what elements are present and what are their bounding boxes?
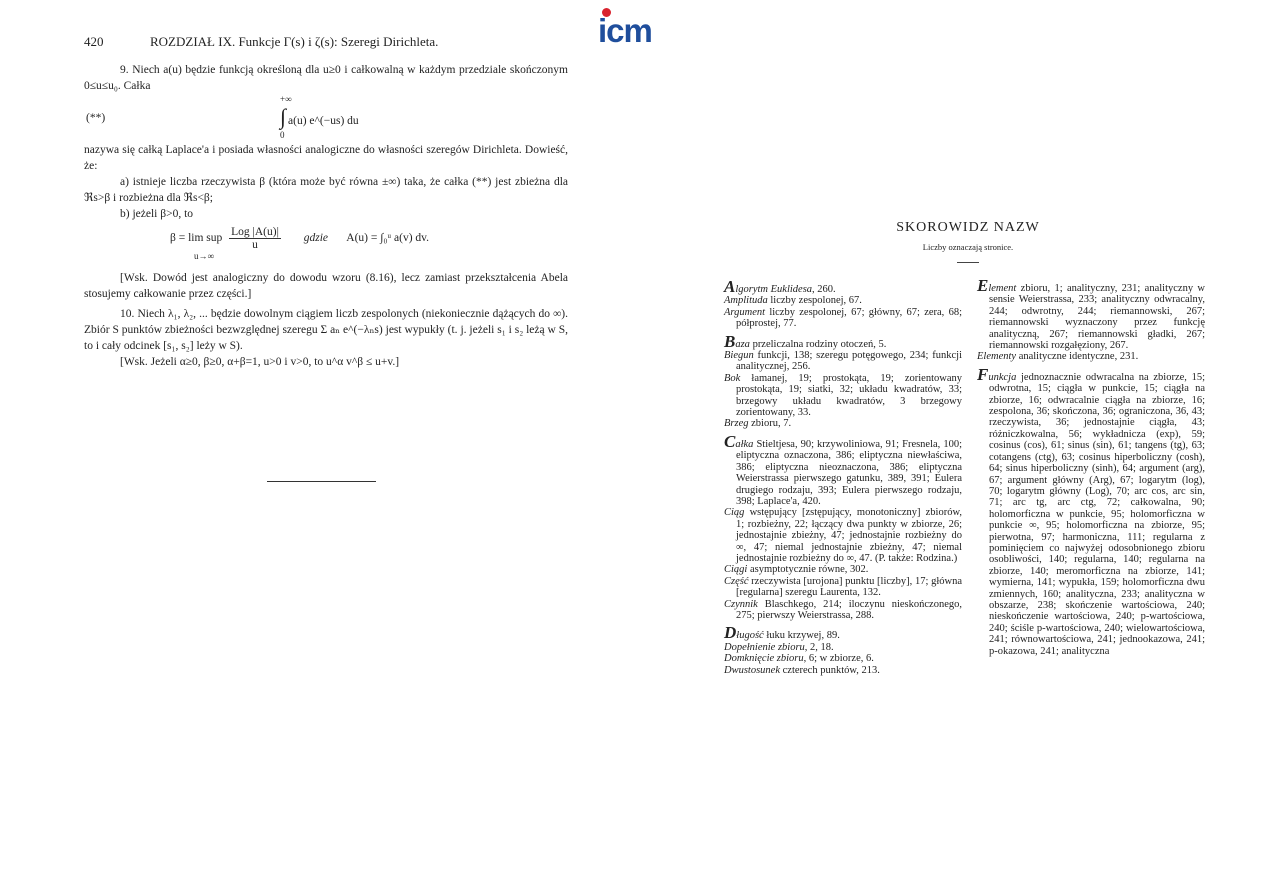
running-header — [84, 34, 568, 50]
index-initial-letter: A — [724, 277, 736, 296]
left-page — [84, 34, 568, 370]
index-entry — [977, 364, 1205, 657]
index-entry — [724, 295, 962, 306]
index-entry — [724, 373, 962, 419]
chapter-title: ROZDZIAŁ IX. Funkcje Γ(s) i ζ(s): Szeregi Dirichleta. — [150, 34, 439, 49]
index-headword: Ciąg — [724, 507, 745, 519]
exercise-10: 10. Niech λ₁, λ₂, ... będzie dowolnym ciągiem liczb zespolonych (niekoniecznie dążących do ∞). Zbiór S punktów zbieżności bezwzględnej szeregu Σ aₙ e^(−λₙs) jest wypukły (t. j. jeżeli s₁ i s₂ leżą w S, to i cały odcinek [s₁, s₂] leży w S). — [84, 308, 568, 352]
index-title-block — [878, 220, 1058, 263]
index-entry-text: liczby zespolonej, 67; główny, 67; zera, 68; półprostej, 77. — [736, 306, 962, 330]
lower-limit: 0 — [280, 130, 285, 140]
index-entry-text: liczby zespolonej, 67. — [767, 295, 862, 307]
index-headword: Bok — [724, 372, 741, 384]
index-initial-letter: B — [724, 331, 736, 351]
index-title: SKOROWIDZ NAZW — [896, 220, 1040, 235]
index-entry — [724, 277, 962, 296]
index-initial-letter: D — [724, 623, 737, 643]
beta-lhs: β = lim sup — [170, 232, 223, 245]
index-entry — [977, 351, 1205, 362]
index-column-2 — [977, 276, 1205, 657]
beta-denominator: u — [252, 239, 258, 251]
index-entry-text: łamanej, 19; prostokąta, 19; zorientowany prostokąta, 19; siatki, 32; układu kwadratów, 33; brzegowy układu kwadratów, 3 brzegowy zorientowany, 33. — [736, 372, 962, 419]
index-headword: lement — [988, 283, 1017, 294]
index-entry-text: Stieltjesa, 90; krzywoliniowa, 91; Fresnela, 100; eliptyczna oznaczona, 386; eliptyczna niewłaściwa, 386; eliptyczna nieoznaczona, 386; eliptyczna Weierstrassa pierwszego gatunku, 389, 391; Eulera drugiego rodzaju, 393; Eulera pierwszego rodzaju, 398; Laplace'a, 420. — [736, 438, 962, 507]
index-entry — [724, 307, 962, 330]
index-entry — [724, 653, 962, 664]
index-headword: Ciągi — [724, 564, 748, 576]
beta-rhs: A(u) = ∫₀ᵘ a(v) dv. — [346, 232, 430, 245]
formula-expression — [280, 94, 400, 140]
title-divider — [957, 262, 979, 263]
index-entry-text: przeliczalna rodziny otoczeń, 5. — [749, 338, 887, 350]
index-entry-text: asymptotycznie równe, 302. — [747, 564, 869, 576]
index-headword: ałka — [735, 438, 754, 450]
index-headword: unkcja — [988, 371, 1017, 383]
index-subtitle: Liczby oznaczają stronice. — [922, 242, 1014, 252]
icm-logo — [598, 8, 662, 48]
index-headword: Brzeg — [724, 418, 749, 430]
index-headword: Amplituda — [724, 295, 768, 307]
index-entry — [724, 507, 962, 564]
exercise-9-item-a: a) istnieje liczba rzeczywista β (która może być równa ±∞) taka, że całka (**) jest zbieżna dla ℜs>β i rozbieżna dla ℜs<β; — [84, 176, 568, 204]
index-entry — [724, 564, 962, 575]
index-entry-text: funkcji, 138; szeregu potęgowego, 234; funkcji analitycznej, 256. — [736, 350, 962, 373]
index-entry — [724, 642, 962, 653]
index-initial-letter: F — [977, 364, 989, 384]
integral-sign: ∫ — [280, 104, 287, 129]
index-entry-text: Blaschkego, 214; iloczynu nieskończonego, 275; pierwszy Weierstrassa, 288. — [736, 598, 962, 621]
beta-where: gdzie — [303, 232, 329, 245]
hint-2: [Wsk. Jeżeli α≥0, β≥0, α+β=1, u>0 i v>0, to u^α v^β ≤ u+v.] — [120, 356, 400, 368]
index-entry — [724, 599, 962, 622]
index-entry-text: analityczne identyczne, 231. — [1016, 351, 1139, 363]
index-entry-text: wstępujący [zstępujący, monotoniczny] zbiorów, 1; rozbieżny, 22; łączący dwa punkty w zbiorze, 26; jednostajnie zbieżny, 47; jednostajnie rozbieżny do ∞, 47; niemal jednostajnie zbieżny, 47; niemal jednostajnie rozbieżny do ∞, 47. (P. także: Rodzina.) — [736, 507, 962, 564]
index-entry — [724, 665, 962, 676]
index-headword: Domknięcie zbioru — [724, 653, 804, 665]
exercise-9-item-b: b) jeżeli β>0, to — [120, 208, 194, 220]
beta-numerator: Log |A(u)| — [231, 226, 279, 238]
index-entry-text: czterech punktów, 213. — [780, 664, 880, 676]
laplace-integral-formula — [84, 94, 568, 142]
upper-limit: +∞ — [280, 94, 292, 104]
index-entry — [724, 623, 962, 643]
index-entry — [724, 350, 962, 373]
index-initial-letter: C — [724, 431, 736, 451]
page-number: 420 — [84, 34, 104, 49]
index-entry-text: , 6; w zbiorze, 6. — [803, 653, 874, 665]
index-entry — [724, 431, 962, 507]
index-entry — [724, 331, 962, 351]
index-entry-text: jednoznacznie odwracalna na zbiorze, 15; odwrotna, 15; ciągła w punkcie, 15; ciągła na zbiorze, 16; odwracalnie ciągła na zbiorze, 16; zespolona, 36; skończona, 36; ograniczona, 36, 43; rzeczywista, 36; jednostajnie ciągła, 43; różniczkowalna, 56; wykładnicza (exp), 59; cosinus (cos), 61; sinus (sin), 61; tangens (tg), 63; cotangens (ctg), 63; cosinus hiperboliczny (cosh), 64; sinus hiperboliczny (sinh), 64; argument (arg), 67; argument główny (Arg), 67; logarytm (log), 70; logarytm główny (Log), 70; arc cos, arc sin, 71; arc tg, arc ctg, 72; całkowalna, 90; holomorficzna w punkcie, 95; holomorficzna w punkcie ∞, 95; holomorficzna na zbiorze, 95; pierwotna, 97; harmoniczna, 111; regularna z pominięciem co najwyżej odosobnionego zbioru osobliwości, 140; regularna, 140; regularna na zbiorze, 140; meromorficzna na zbiorze, 141; wymierna, 141; wypukła, 159; holomorficzna dwu zmiennych, 160; analityczna, 233; analityczna w obszarze, 238; skończenie wartościowa, 240; nieskończenie wartościowa, 240; p-wartościowa, 240; ściśle p-wartościowa, 240; wielowartościowa, 241; równowartościowa, 241; jednookazowa, 241; p-okazowa, 241; analityczna — [989, 371, 1205, 657]
index-headword: Dwustosunek — [724, 664, 780, 676]
index-entry — [977, 276, 1205, 352]
index-headword: Biegun — [724, 350, 754, 362]
beta-limit-sub: u→∞ — [194, 251, 214, 261]
index-entry-text: zbioru, 7. — [748, 418, 792, 430]
exercise-9-continued: nazywa się całką Laplace'a i posiada własności analogiczne do własności szeregów Dirichleta. Dowieść, że: — [84, 144, 568, 172]
integrand: a(u) e^(−us) du — [288, 115, 359, 127]
logo-text: icm — [598, 12, 652, 49]
index-headword: Dopełnienie zbioru — [724, 641, 805, 653]
hint-1: [Wsk. Dowód jest analogiczny do dowodu wzoru (8.16), lecz zamiast przekształcenia Abela stosujemy całkowanie przez części.] — [84, 272, 568, 300]
beta-fraction — [229, 226, 281, 251]
index-headword: Część — [724, 575, 749, 587]
beta-formula — [170, 226, 568, 262]
index-entry-text: zbioru, 1; analityczny, 231; analityczny w sensie Weierstrassa, 233; analityczny odwracalny, 244; odwrotny, 244; riemannowski, 267; riemannowski wyznaczony przez funkcję analityczną, 267; riemannowski gładki, 267; riemannowski rozgałęziony, 267. — [989, 283, 1205, 352]
index-headword: Elementy — [977, 351, 1017, 363]
index-headword: Czynnik — [724, 598, 758, 610]
end-rule — [267, 481, 376, 482]
index-entry-text: rzeczywista [urojona] punktu [liczby], 17; główna [regularna] szeregu Laurenta, 132. — [736, 575, 962, 599]
formula-label: (**) — [86, 112, 106, 124]
index-entry — [724, 576, 962, 599]
exercise-9: 9. Niech a(u) będzie funkcją określoną dla u≥0 i całkowalną w każdym przedziale skończonym 0≤u≤u₀. Całka — [84, 64, 568, 92]
index-headword: ługość — [736, 630, 764, 642]
index-initial-letter: E — [977, 276, 989, 295]
index-headword: lgorytm Euklidesa — [735, 284, 813, 295]
index-entry — [724, 418, 962, 429]
index-column-1 — [724, 277, 962, 676]
index-headword: Argument — [724, 306, 766, 318]
index-entry-text: łuku krzywej, 89. — [763, 630, 840, 642]
index-entry-text: , 2, 18. — [804, 641, 834, 653]
index-entry-text: , 260. — [812, 284, 836, 295]
index-headword: aza — [735, 338, 750, 350]
